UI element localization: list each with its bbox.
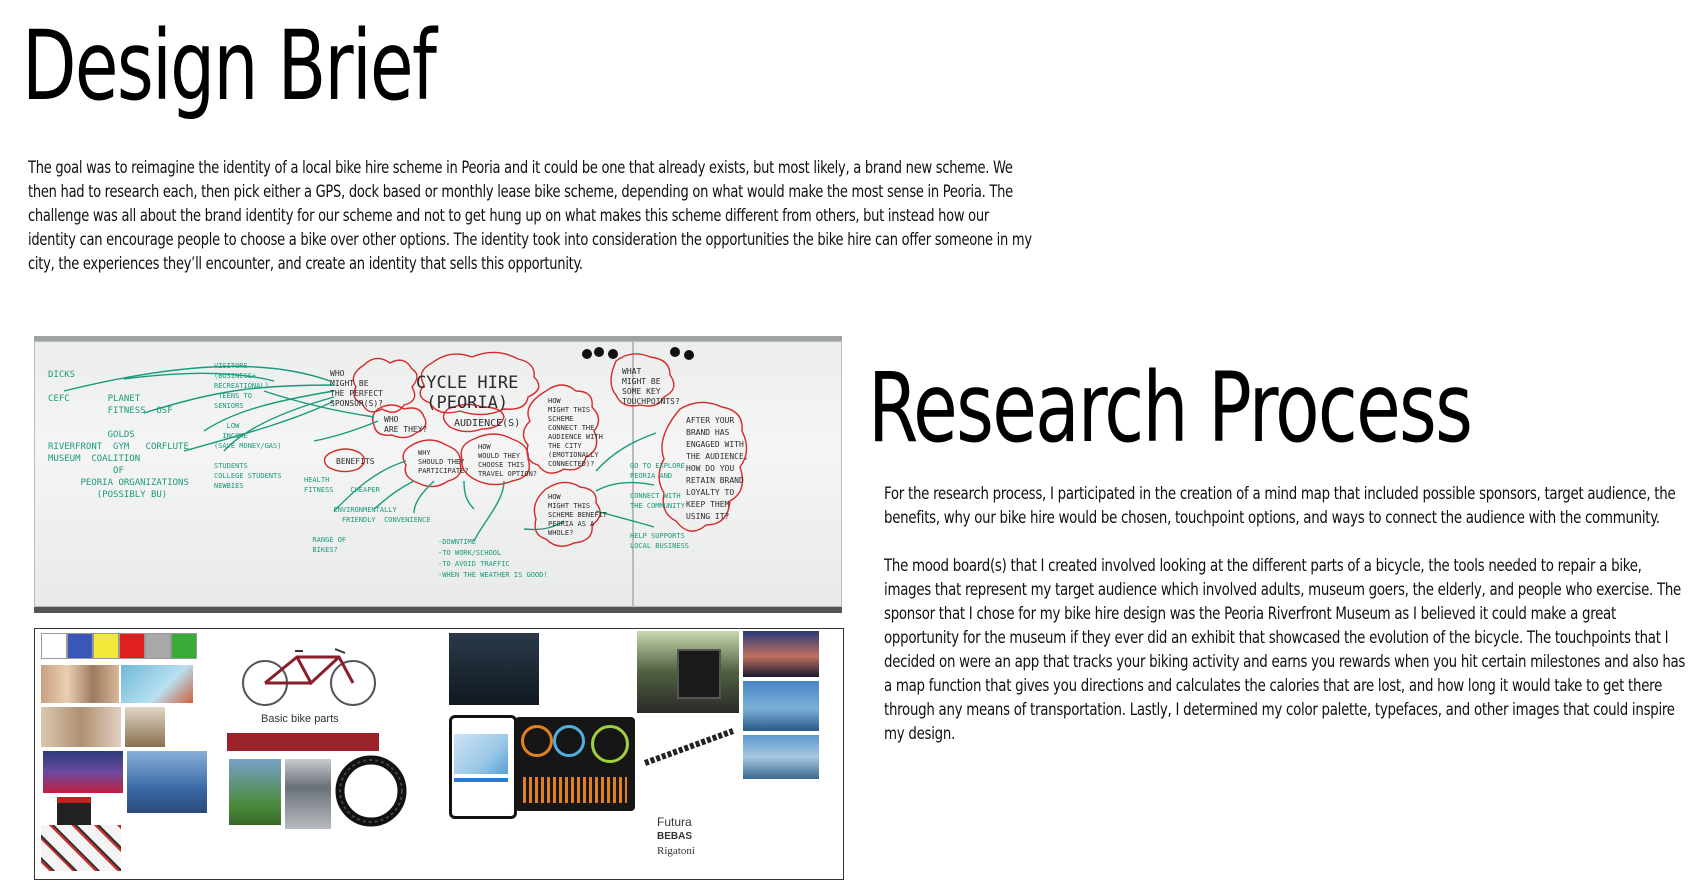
riverfront-museum-photo — [43, 751, 123, 793]
bike-station-photo-1 — [229, 759, 281, 825]
research-paragraph-1: For the research process, I participated in the creation of a mind map that included possible sponsors, target audience, the benefits, why our bike hire would be chosen, touchpoint options, and ways to connect the audience with the community. — [884, 484, 1676, 527]
toolbox-icon — [57, 797, 91, 825]
bike-dock-photo — [127, 751, 207, 813]
research-paragraph-2: The mood board(s) that I created involved looking at the different parts of a bicycle, the tools needed to repair a bike, images that represent my target audience which involved adults, museum goers, the elderly, and people who exercise. The sponsor that I chose for my bike hire design was the Peoria Riverfront Museum as I believed it could make a great opportunity for the museum if they ever did an exhibit that showcased the evolution of the bicycle. The touchpoints that I decided on were an app that tracks your biking activity and earns you rewards when you hit certain milestones and also has a map function that gives you directions and calculates the calories that are lost, and how long it would take to get there through any means of transportation. Lastly, I determined my color palette, typefaces, and other images that could inspire my design. — [884, 556, 1686, 743]
tire-icon — [335, 755, 407, 827]
who-question: WHO ARE THEY? — [384, 415, 428, 434]
benefits-node: BENEFITS — [336, 457, 375, 466]
mind-map-center: CYCLE HIRE (PEORIA) — [416, 373, 519, 413]
audience-photo — [41, 665, 119, 703]
peoria-riverfront-photo — [743, 735, 819, 779]
benefit-question: HOW MIGHT THIS SCHEME BENEFIT PEORIA AS A WHOLE? — [548, 493, 608, 537]
color-swatch-red — [119, 633, 145, 659]
elderly-photo — [41, 707, 121, 747]
touchpoints-question: WHAT MIGHT BE SOME KEY TOUCHPOINTS? — [622, 367, 680, 406]
bike-station-photo-2 — [285, 759, 331, 829]
how-choose-question: HOW WOULD THEY CHOOSE THIS TRAVEL OPTION? — [478, 443, 538, 478]
fitness-app-screen — [515, 717, 635, 811]
font-sample-rigatoni: Rigatoni — [657, 845, 695, 857]
connect-list: GO TO EXPLORE PEORIA AND CONNECT WITH THE COMMUNITY HELP SUPPORTS LOCAL BUSINESS — [630, 462, 690, 550]
peoria-skyline-night — [743, 631, 819, 677]
map-app-screen — [449, 715, 517, 819]
sponsor-question: WHO MIGHT BE THE PERFECT SPONSOR(S)? — [330, 369, 383, 408]
color-swatch-yellow — [93, 633, 119, 659]
bike-tools-photo — [41, 825, 121, 871]
benefits-list: HEALTH FITNESS CHEAPER ENVIRONMENTALLY FRIENDLY CONVENIENCE RANGE OF BIKES? — [304, 476, 431, 554]
bus-stop-ad-photo — [637, 631, 739, 713]
color-swatch-green — [171, 633, 197, 659]
museum-photo — [125, 707, 165, 747]
font-sample-bebas: BEBAS — [657, 831, 693, 842]
cyclist-photo — [121, 665, 193, 703]
font-sample-futura: Futura — [657, 815, 692, 829]
bike-parts-label: Basic bike parts — [261, 713, 339, 725]
mood-board — [34, 628, 844, 880]
color-swatch-gray — [145, 633, 171, 659]
whiteboard-mind-map-photo — [34, 336, 842, 613]
audience-node: AUDIENCE(S) — [454, 418, 521, 429]
design-brief-text — [28, 156, 1040, 300]
bike-chain-icon — [641, 725, 737, 769]
research-process-title: Research Process — [868, 352, 1472, 464]
color-swatch-blue — [67, 633, 93, 659]
connect-question: HOW MIGHT THIS SCHEME CONNECT THE AUDIENCE WITH THE CITY (EMOTIONALLY CONNECTED)? — [548, 397, 603, 468]
choose-list: -DOWNTIME -TO WORK/SCHOOL -TO AVOID TRAFFIC -WHEN THE WEATHER IS GOOD! — [438, 538, 548, 579]
research-process-text — [884, 482, 1691, 770]
bike-parts-diagram — [235, 635, 385, 709]
peoria-skyline-day — [743, 681, 819, 731]
why-question: WHY SHOULD THEY PARTICIPATE? — [418, 449, 469, 475]
sponsors-list: DICKS CEFC PLANET FITNESS OSF GOLDS RIVERFRONT GYM CORFLUTE MUSEUM COALITION OF PEORIA ORGANIZATIONS (POSSIBLY BU) — [48, 370, 189, 500]
app-screen-photo — [449, 633, 539, 705]
museum-banner — [227, 733, 379, 751]
audience-list: VISITORS (BUSINESS+ RECREATIONAL) TEENS TO SENIORS LOW INCOME (SAVE MONEY/GAS) STUDENTS COLLEGE STUDENTS NEWBIES — [214, 362, 282, 490]
color-swatch-white — [41, 633, 67, 659]
design-brief-paragraph: The goal was to reimagine the identity of a local bike hire scheme in Peoria and it could be one that already exists, but most likely, a brand new scheme. We then had to research each, then pick either a GPS, dock based or monthly lease bike scheme, depending on what would make the most sense in Peoria. The challenge was all about the brand identity for our scheme and not to get hung up on what makes this scheme different from others, but instead how our identity can encourage people to choose a bike over other options. The identity took into consideration the opportunities the bike hire can offer someone in my city, the experiences they’ll encounter, and create an identity that sells this opportunity. — [28, 158, 1032, 273]
retain-question: AFTER YOUR BRAND HAS ENGAGED WITH THE AUDIENCE, HOW DO YOU RETAIN BRAND LOYALTY TO KEEP THEM USING IT? — [686, 416, 749, 521]
design-brief-title: Design Brief — [22, 10, 436, 122]
